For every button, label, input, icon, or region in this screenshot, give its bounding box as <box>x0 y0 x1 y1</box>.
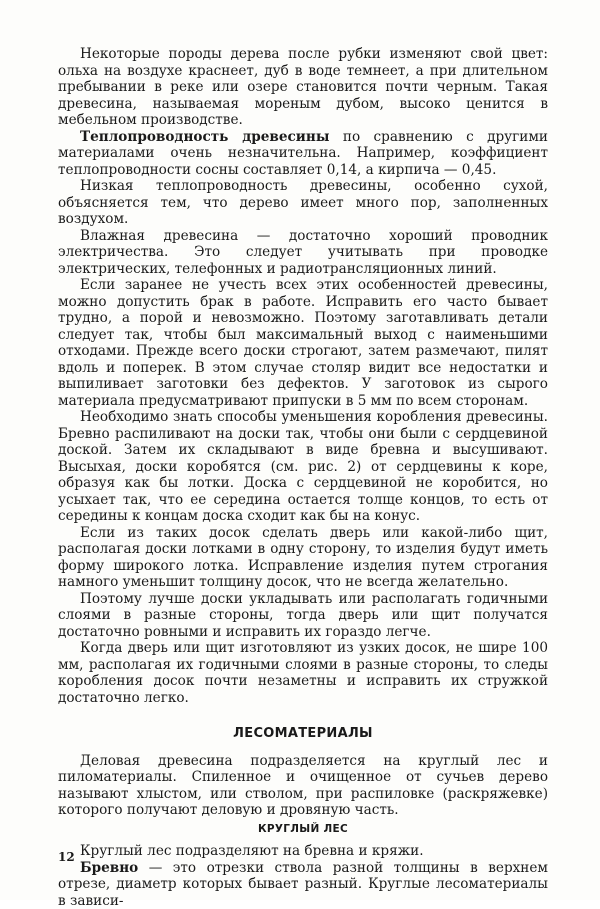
paragraph-low-conductivity <box>58 178 548 228</box>
paragraph-door-shield <box>58 525 548 591</box>
paragraph-text: Необходимо знать способы уменьшения коробления древесины. Бревно распиливают на доски так, чтобы они были с сердцевиной доской. Затем их складывают в виде бревна и высушивают. Высыхая, доски коробятся (см. рис. 2) от сердцевины к коре, образуя как бы лотки. Доска с сердцевиной не коробится, но усыхает так, что ее середина остается толще концов, то есть от середины к концам доска сходит как бы на конус. <box>58 409 548 524</box>
paragraph-warping <box>58 409 548 525</box>
paragraph-text: Деловая древесина подразделяется на круглый лес и пиломатериалы. Спиленное и очищенное от сучьев дерево называют хлыстом, или стволом, при распиловке (раскряжевке) которого получают деловую и дровяную часть. <box>58 753 548 819</box>
paragraph-text: Круглый лес подразделяют на бревна и кряжи. <box>80 843 424 859</box>
page-content <box>58 46 548 909</box>
paragraph-text: Если заранее не учесть всех этих особенностей древесины, можно допустить брак в работе. Исправить его часто бывает трудно, а порой и невозможно. Поэтому заготавливать детали следует так, чтобы был максимальный выход с наименьшими отходами. Прежде всего доски строгают, затем размечают, пилят вдоль и поперек. В этом случае столяр видит все недостатки и выпиливает заготовки без дефектов. У заготовок из сырого материала предусматривают припуски в 5 мм по всем сторонам. <box>58 277 548 409</box>
paragraph-log-definition <box>58 860 548 909</box>
paragraph-lumber-types <box>58 753 548 819</box>
paragraph-text: Некоторые породы дерева после рубки изменяют свой цвет: ольха на воздухе краснеет, дуб в воде темнеет, а при длительном пребывании в реке или озере становится почти черным. Такая древесина, называемая мореным дубом, высоко ценится в мебельном производстве. <box>58 46 548 128</box>
paragraph-round-timber <box>58 843 548 860</box>
paragraph-electrical <box>58 228 548 278</box>
paragraph-text: — это отрезки ствола разной толщины в верхнем отрезе, диаметр которых бывает разный. Круглые лесоматериалы в зависи- <box>58 860 548 909</box>
paragraph-preparation <box>58 277 548 409</box>
paragraph-text: Если из таких досок сделать дверь или какой-либо щит, располагая доски лотками в одну сторону, то изделия будут иметь форму широкого лотка. Исправление изделия путем строгания намного уменьшит толщину досок, что не всегда желательно. <box>58 525 548 591</box>
paragraph-lead-term: Теплопроводность древесины <box>80 129 329 145</box>
section-title: ЛЕСОМАТЕРИАЛЫ <box>58 726 548 743</box>
paragraph-text: Когда дверь или щит изготовляют из узких досок, не шире 100 мм, располагая их годичными слоями в разные стороны, то следы коробления досок почти незаметны и исправить их стружкой достаточно легко. <box>58 640 548 706</box>
paragraph-text: Низкая теплопроводность древесины, особенно сухой, объясняется тем, что дерево имеет много пор, заполненных воздухом. <box>58 178 548 227</box>
paragraph-lead-term: Бревно <box>80 860 138 876</box>
page-number: 12 <box>58 850 75 864</box>
paragraph-text: Влажная древесина — достаточно хороший проводник электричества. Это следует учитывать при проводке электрических, телефонных и радиотрансляционных линий. <box>58 228 548 277</box>
paragraph-thermal-conductivity <box>58 129 548 179</box>
paragraph-text: по сравнению с другими материалами очень незначительна. Например, коэффициент теплопроводности сосны составляет 0,14, а кирпича — 0,45. <box>58 129 548 178</box>
paragraph-wood-color <box>58 46 548 129</box>
paragraph-text: Поэтому лучше доски укладывать или располагать годичными слоями в разные стороны, тогда дверь или щит получатся достаточно ровными и исправить их гораздо легче. <box>58 591 548 640</box>
paragraph-annual-rings <box>58 591 548 641</box>
subsection-title: КРУГЛЫЙ ЛЕС <box>58 821 548 838</box>
paragraph-narrow-boards <box>58 640 548 706</box>
